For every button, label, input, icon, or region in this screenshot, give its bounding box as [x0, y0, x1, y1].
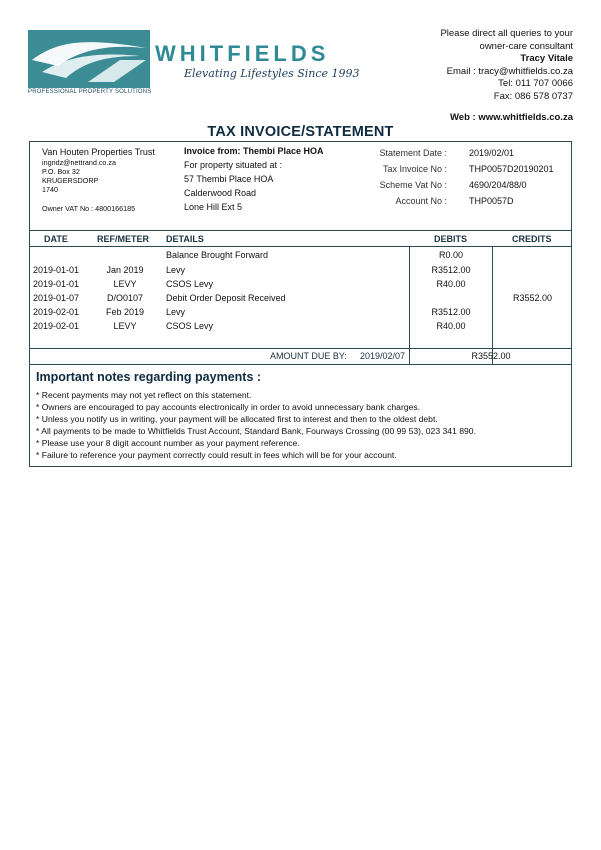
- note-item: * Unless you notify us in writing, your payment will be allocated first to interest and then to the oldest debt.: [36, 414, 438, 424]
- row-date: 2019-01-01: [33, 279, 80, 289]
- consultant-name: Tracy Vitale: [520, 53, 573, 64]
- row-ref: Feb 2019: [105, 307, 145, 317]
- row-ref: LEVY: [113, 321, 137, 331]
- row-ref: Jan 2019: [106, 265, 144, 275]
- note-item: * Recent payments may not yet reflect on this statement.: [36, 390, 252, 400]
- row-ref: D/O0107: [106, 293, 144, 303]
- divider-line: [29, 348, 572, 349]
- tax-invoice-number: THP0057D20190201: [469, 164, 554, 174]
- document-title: TAX INVOICE/STATEMENT: [207, 124, 394, 140]
- property-situated-label: For property situated at :: [184, 160, 283, 170]
- row-date: 2019-01-07: [33, 293, 80, 303]
- property-address-line: 57 Thembi Place HOA: [184, 174, 274, 184]
- row-credit: R3552.00: [512, 293, 553, 303]
- amount-due-value: R3552.00: [471, 351, 511, 361]
- row-date: 2019-02-01: [33, 321, 80, 331]
- contact-fax: Fax: 086 578 0737: [493, 90, 573, 102]
- recipient-box: P.O. Box 32: [42, 167, 80, 176]
- row-ref: LEVY: [113, 279, 137, 289]
- note-item: * Please use your 8 digit account number as your payment reference.: [36, 438, 300, 448]
- statement-date: 2019/02/01: [469, 148, 515, 158]
- scheme-vat-number: 4690/204/88/0: [469, 180, 527, 190]
- contact-line: owner-care consultant: [479, 40, 573, 52]
- row-debit: R3512.00: [431, 307, 471, 317]
- row-date: 2019-02-01: [33, 307, 80, 317]
- column-header-details: DETAILS: [166, 234, 204, 244]
- amount-due-label: AMOUNT DUE BY:: [270, 351, 347, 361]
- contact-email: Email : tracy@whitfields.co.za: [446, 65, 573, 77]
- row-date: 2019-01-01: [33, 265, 80, 275]
- invoice-from-title: Invoice from: Thembi Place HOA: [184, 146, 324, 156]
- logo-tagline: PROFESSIONAL PROPERTY SOLUTIONS: [28, 89, 152, 95]
- recipient-name: Van Houten Properties Trust: [42, 147, 155, 157]
- account-number: THP0057D: [469, 196, 514, 206]
- company-slogan: Elevating Lifestyles Since 1993: [184, 67, 360, 80]
- tax-invoice-label: Tax Invoice No :: [382, 164, 447, 174]
- divider-line: [409, 246, 410, 364]
- row-details: Levy: [166, 307, 186, 317]
- column-header-date: DATE: [44, 234, 68, 244]
- amount-due-date: 2019/02/07: [360, 351, 406, 361]
- notes-title: Important notes regarding payments :: [36, 370, 262, 384]
- row-debit: R3512.00: [431, 265, 471, 275]
- scheme-vat-label: Scheme Vat No :: [379, 180, 447, 190]
- column-header-ref: REF/METER: [97, 234, 150, 244]
- row-debit: R40.00: [436, 321, 466, 331]
- divider-line: [492, 246, 493, 364]
- row-details: Debit Order Deposit Received: [166, 293, 286, 303]
- property-address-line: Calderwood Road: [184, 188, 257, 198]
- column-header-debits: DEBITS: [434, 234, 468, 244]
- row-details: Levy: [166, 265, 186, 275]
- contact-tel: Tel: 011 707 0066: [498, 78, 573, 89]
- property-address-line: Lone Hill Ext 5: [184, 202, 243, 212]
- logo-swoosh-icon: [28, 30, 150, 88]
- note-item: * Failure to reference your payment correctly could result in fees which will be for your account.: [36, 450, 397, 460]
- column-header-credits: CREDITS: [512, 234, 552, 244]
- company-name: WHITFIELDS: [155, 41, 330, 66]
- contact-web: Web : www.whitfields.co.za: [450, 112, 573, 123]
- row-details: Balance Brought Forward: [166, 250, 269, 260]
- contact-block: [440, 28, 573, 103]
- divider-line: [29, 246, 572, 247]
- row-debit: R40.00: [436, 279, 466, 289]
- contact-line: Please direct all queries to your: [440, 28, 573, 39]
- divider-line: [29, 364, 572, 365]
- statement-date-label: Statement Date :: [379, 148, 447, 158]
- account-label: Account No :: [395, 196, 447, 206]
- row-details: CSOS Levy: [166, 321, 214, 331]
- recipient-town: KRUGERSDORP: [42, 176, 99, 185]
- note-item: * All payments to be made to Whitfields Trust Account, Standard Bank, Fourways Crossing (00 99 53), 023 341 890.: [36, 426, 476, 436]
- recipient-vat: Owner VAT No : 4800166185: [42, 204, 136, 213]
- row-debit: R0.00: [438, 250, 464, 260]
- recipient-code: 1740: [42, 185, 58, 194]
- note-item: * Owners are encouraged to pay accounts electronically in order to avoid unnecessary bank charges.: [36, 402, 421, 412]
- company-logo: [28, 30, 150, 88]
- divider-line: [29, 230, 572, 231]
- row-details: CSOS Levy: [166, 279, 214, 289]
- recipient-email: ingridz@nettrand.co.za: [42, 158, 117, 167]
